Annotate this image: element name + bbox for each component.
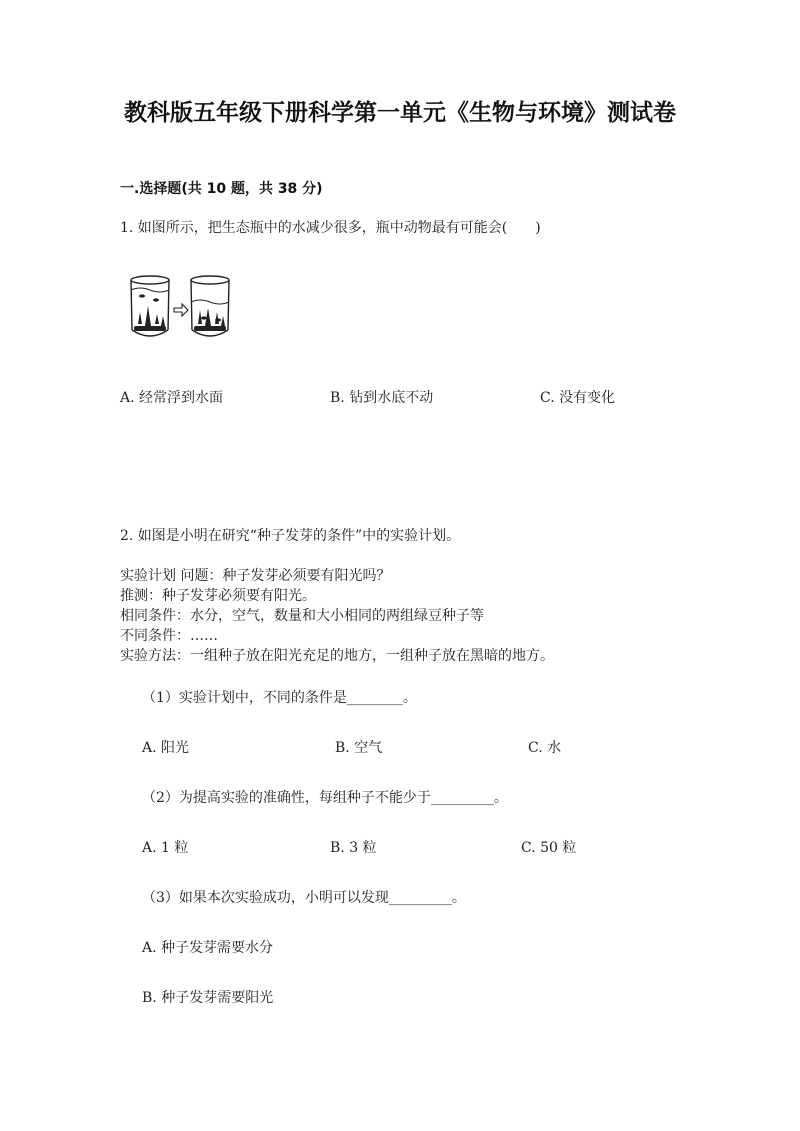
q2-sub1-option-a[interactable]: A. 阳光: [142, 740, 190, 756]
q2-sub2-stem: （2）为提高实验的准确性，每组种子不能少于_________。: [142, 790, 508, 806]
q2-sub3-option-b[interactable]: B. 种子发芽需要阳光: [142, 990, 274, 1006]
q2-sub3-stem: （3）如果本次实验成功，小明可以发现_________。: [142, 890, 466, 906]
plan-line: 实验计划 问题：种子发芽必须要有阳光吗？: [120, 568, 391, 584]
q2-sub3-option-a[interactable]: A. 种子发芽需要水分: [142, 940, 274, 956]
plan-line: 相同条件：水分，空气，数量和大小相同的两组绿豆种子等: [120, 608, 484, 624]
q1-stem: 1. 如图所示，把生态瓶中的水减少很多，瓶中动物最有可能会( ): [120, 220, 541, 236]
q2-sub2-option-c[interactable]: C. 50 粒: [521, 840, 577, 856]
q2-sub1-option-c[interactable]: C. 水: [528, 740, 562, 756]
section-heading: 一.选择题(共 10 题，共 38 分): [120, 181, 323, 197]
q2-sub2-option-b[interactable]: B. 3 粒: [330, 840, 377, 856]
q2-stem: 2. 如图是小明在研究“种子发芽的条件”中的实验计划。: [120, 528, 461, 544]
ecosystem-bottle-diagram-icon: [128, 272, 236, 342]
q1-option-c[interactable]: C. 没有变化: [540, 390, 616, 406]
q2-sub1-option-b[interactable]: B. 空气: [335, 740, 383, 756]
q2-sub2-option-a[interactable]: A. 1 粒: [142, 840, 189, 856]
q2-sub1-stem: （1）实验计划中，不同的条件是________。: [142, 690, 417, 706]
page-title: 教科版五年级下册科学第一单元《生物与环境》测试卷: [124, 100, 676, 126]
plan-line: 不同条件：……: [120, 628, 218, 644]
plan-line: 实验方法：一组种子放在阳光充足的地方，一组种子放在黑暗的地方。: [120, 648, 554, 664]
q1-option-a[interactable]: A. 经常浮到水面: [120, 390, 224, 406]
q1-option-b[interactable]: B. 钻到水底不动: [330, 390, 434, 406]
plan-line: 推测：种子发芽必须要有阳光。: [120, 588, 316, 604]
